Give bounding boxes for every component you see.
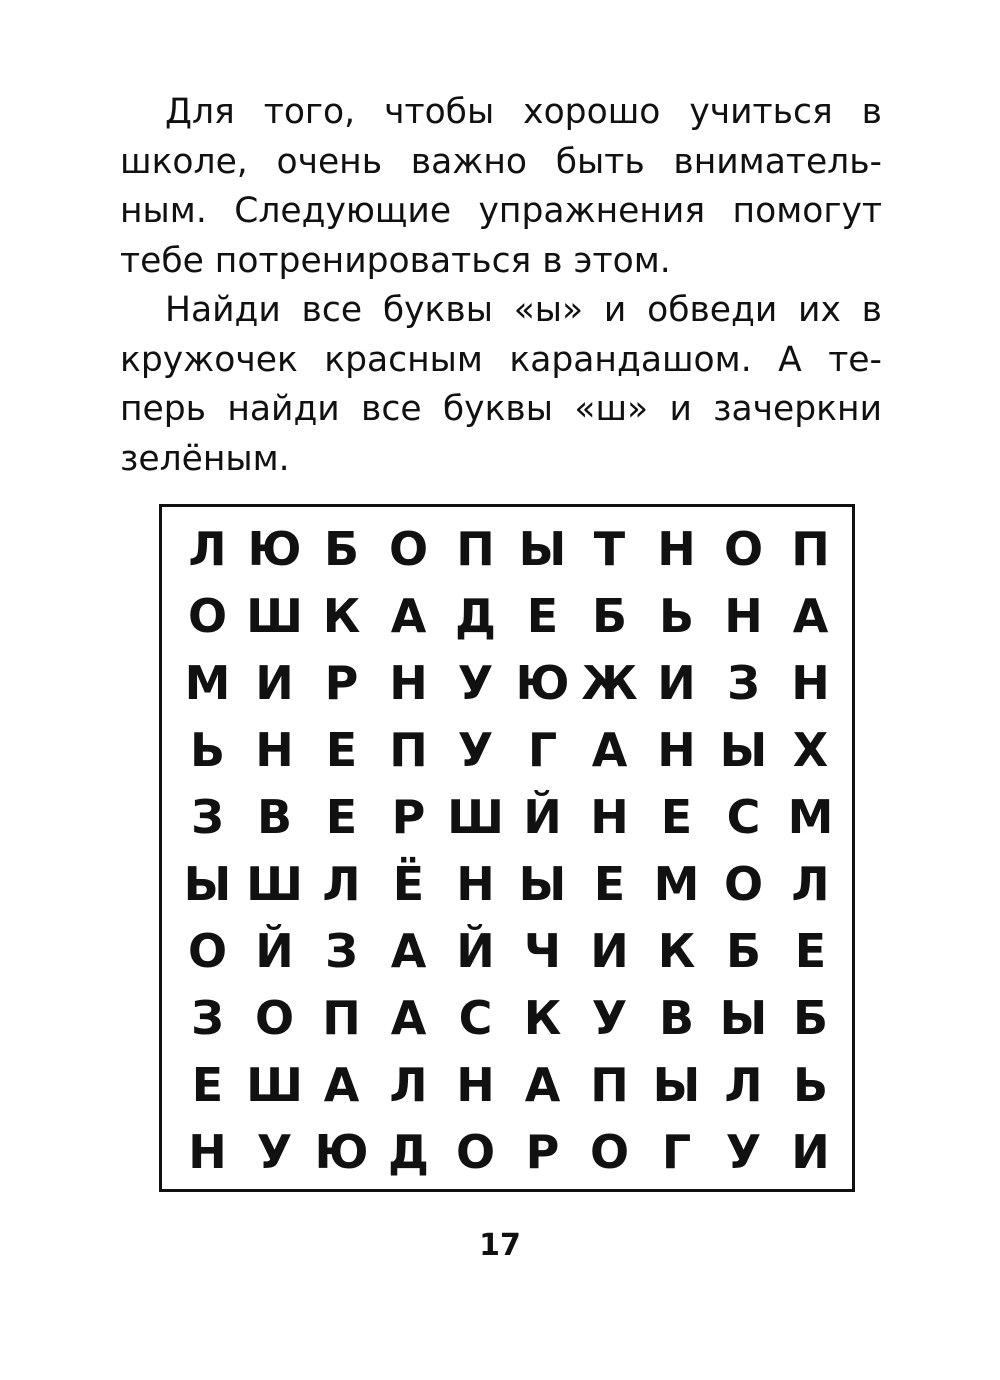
grid-letter-r10-c10: И	[791, 1124, 830, 1179]
grid-letter-r8-c7: У	[591, 990, 628, 1045]
grid-letter-r3-c3: Р	[324, 655, 359, 710]
grid-letter-r8-c4: А	[390, 990, 427, 1045]
grid-letter-r10-c7: О	[589, 1124, 630, 1179]
grid-letter-r5-c1: З	[191, 789, 224, 844]
grid-letter-r1-c1: Л	[188, 521, 227, 576]
grid-letter-r9-c6: А	[524, 1057, 561, 1112]
grid-letter-r10-c3: Ю	[314, 1124, 369, 1179]
grid-letter-r6-c2: Ш	[246, 856, 303, 911]
grid-letter-r4-c10: Х	[792, 722, 829, 777]
grid-letter-r2-c3: К	[322, 588, 361, 643]
grid-letter-r3-c8: И	[657, 655, 696, 710]
task-line-1: Найди все буквы «ы» и обведи их в	[165, 290, 882, 330]
task-paragraph	[120, 286, 882, 484]
grid-letter-r8-c10: Б	[792, 990, 829, 1045]
grid-letter-r1-c7: Т	[593, 521, 626, 576]
grid-letter-r10-c5: О	[455, 1124, 496, 1179]
grid-letter-r3-c4: Н	[389, 655, 428, 710]
grid-letter-r8-c2: О	[254, 990, 295, 1045]
grid-letter-r10-c4: Д	[388, 1124, 429, 1179]
grid-letter-r3-c10: Н	[791, 655, 830, 710]
grid-letter-r7-c7: И	[590, 923, 629, 978]
intro-line-3: ным. Следующие упражнения помогут	[120, 191, 882, 231]
grid-letter-r1-c6: Ы	[518, 521, 567, 576]
grid-letter-r6-c3: Л	[322, 856, 361, 911]
intro-line-4: тебе потренироваться в этом.	[120, 240, 671, 281]
grid-letter-r6-c1: Ы	[183, 856, 232, 911]
grid-letter-r5-c6: Й	[523, 789, 562, 844]
grid-letter-r8-c8: В	[658, 990, 695, 1045]
intro-line-2: школе, очень важно быть вниматель-	[120, 141, 882, 182]
grid-letter-r3-c1: М	[184, 655, 231, 710]
grid-letter-r1-c5: П	[456, 521, 495, 576]
grid-letter-r5-c5: Ш	[447, 789, 504, 844]
grid-letter-r8-c3: П	[322, 990, 361, 1045]
grid-letter-r6-c4: Ё	[392, 856, 425, 911]
grid-letter-r6-c10: Л	[791, 856, 830, 911]
grid-letter-r6-c9: О	[723, 856, 764, 911]
grid-letter-r2-c8: Ь	[658, 588, 695, 643]
grid-letter-r1-c9: О	[723, 521, 764, 576]
grid-letter-r5-c10: М	[787, 789, 834, 844]
letter-grid-frame	[159, 504, 855, 1192]
grid-letter-r2-c7: Б	[591, 588, 628, 643]
grid-letter-r4-c1: Ь	[189, 722, 226, 777]
grid-letter-r5-c8: Е	[660, 789, 693, 844]
grid-letter-r9-c8: Ы	[652, 1057, 701, 1112]
grid-letter-r2-c2: Ш	[246, 588, 303, 643]
grid-letter-r2-c6: Е	[526, 588, 559, 643]
grid-letter-r2-c5: Д	[455, 588, 496, 643]
intro-paragraph	[120, 88, 882, 286]
grid-letter-r5-c3: Е	[325, 789, 358, 844]
grid-letter-r7-c8: К	[657, 923, 696, 978]
grid-letter-r7-c5: Й	[456, 923, 495, 978]
grid-letter-r3-c9: З	[727, 655, 760, 710]
grid-letter-r7-c1: О	[187, 923, 228, 978]
grid-letter-r9-c9: Л	[724, 1057, 763, 1112]
grid-letter-r4-c5: У	[457, 722, 494, 777]
grid-letter-r9-c10: Ь	[792, 1057, 829, 1112]
grid-letter-r7-c2: Й	[255, 923, 294, 978]
grid-letter-r4-c3: Е	[325, 722, 358, 777]
grid-letter-r2-c9: Н	[724, 588, 763, 643]
grid-letter-r7-c9: Б	[725, 923, 762, 978]
grid-letter-r4-c6: Г	[527, 722, 558, 777]
grid-letter-r8-c5: С	[458, 990, 493, 1045]
grid-letter-r1-c3: Б	[323, 521, 360, 576]
grid-letter-r5-c4: Р	[391, 789, 426, 844]
grid-letter-r1-c2: Ю	[247, 521, 302, 576]
task-line-4: зелёным.	[120, 438, 290, 479]
grid-letter-r6-c6: Ы	[518, 856, 567, 911]
grid-letter-r10-c8: Г	[661, 1124, 692, 1179]
grid-letter-r7-c3: З	[325, 923, 358, 978]
grid-letter-r9-c4: Л	[389, 1057, 428, 1112]
grid-letter-r4-c8: Н	[657, 722, 696, 777]
grid-letter-r4-c7: А	[591, 722, 628, 777]
grid-letter-r8-c6: К	[523, 990, 562, 1045]
grid-letter-r9-c2: Ш	[246, 1057, 303, 1112]
grid-letter-r6-c7: Е	[593, 856, 626, 911]
grid-letter-r10-c2: У	[256, 1124, 293, 1179]
grid-letter-r10-c6: Р	[525, 1124, 560, 1179]
task-line-3: перь найди все буквы «ш» и зачеркни	[120, 389, 882, 429]
grid-letter-r4-c9: Ы	[719, 722, 768, 777]
grid-letter-r2-c4: А	[390, 588, 427, 643]
grid-letter-r10-c1: Н	[188, 1124, 227, 1179]
grid-letter-r7-c10: Е	[794, 923, 827, 978]
grid-letter-r4-c2: Н	[255, 722, 294, 777]
grid-letter-r9-c3: А	[323, 1057, 360, 1112]
grid-letter-r1-c4: О	[388, 521, 429, 576]
grid-letter-r8-c1: З	[191, 990, 224, 1045]
grid-letter-r7-c4: А	[390, 923, 427, 978]
task-line-2: кружочек красным карандашом. А те-	[120, 339, 882, 380]
grid-letter-r9-c7: П	[590, 1057, 629, 1112]
grid-letter-r3-c5: У	[457, 655, 494, 710]
instructions-text	[120, 88, 882, 484]
page-number: 17	[479, 1228, 521, 1263]
grid-letter-r3-c7: Ж	[581, 655, 638, 710]
letter-grid	[174, 515, 844, 1185]
grid-letter-r1-c8: Н	[657, 521, 696, 576]
intro-line-1: Для того, чтобы хорошо учиться в	[165, 92, 882, 132]
grid-letter-r4-c4: П	[389, 722, 428, 777]
grid-letter-r8-c9: Ы	[719, 990, 768, 1045]
grid-letter-r2-c1: О	[187, 588, 228, 643]
grid-letter-r5-c9: С	[726, 789, 761, 844]
grid-letter-r3-c2: И	[255, 655, 294, 710]
grid-letter-r9-c1: Е	[191, 1057, 224, 1112]
grid-letter-r3-c6: Ю	[515, 655, 570, 710]
grid-letter-r10-c9: У	[725, 1124, 762, 1179]
grid-letter-r5-c2: В	[256, 789, 293, 844]
grid-letter-r1-c10: П	[791, 521, 830, 576]
grid-letter-r6-c8: М	[653, 856, 700, 911]
grid-letter-r7-c6: Ч	[523, 923, 562, 978]
grid-letter-r2-c10: А	[792, 588, 829, 643]
grid-letter-r5-c7: Н	[590, 789, 629, 844]
grid-letter-r9-c5: Н	[456, 1057, 495, 1112]
grid-letter-r6-c5: Н	[456, 856, 495, 911]
